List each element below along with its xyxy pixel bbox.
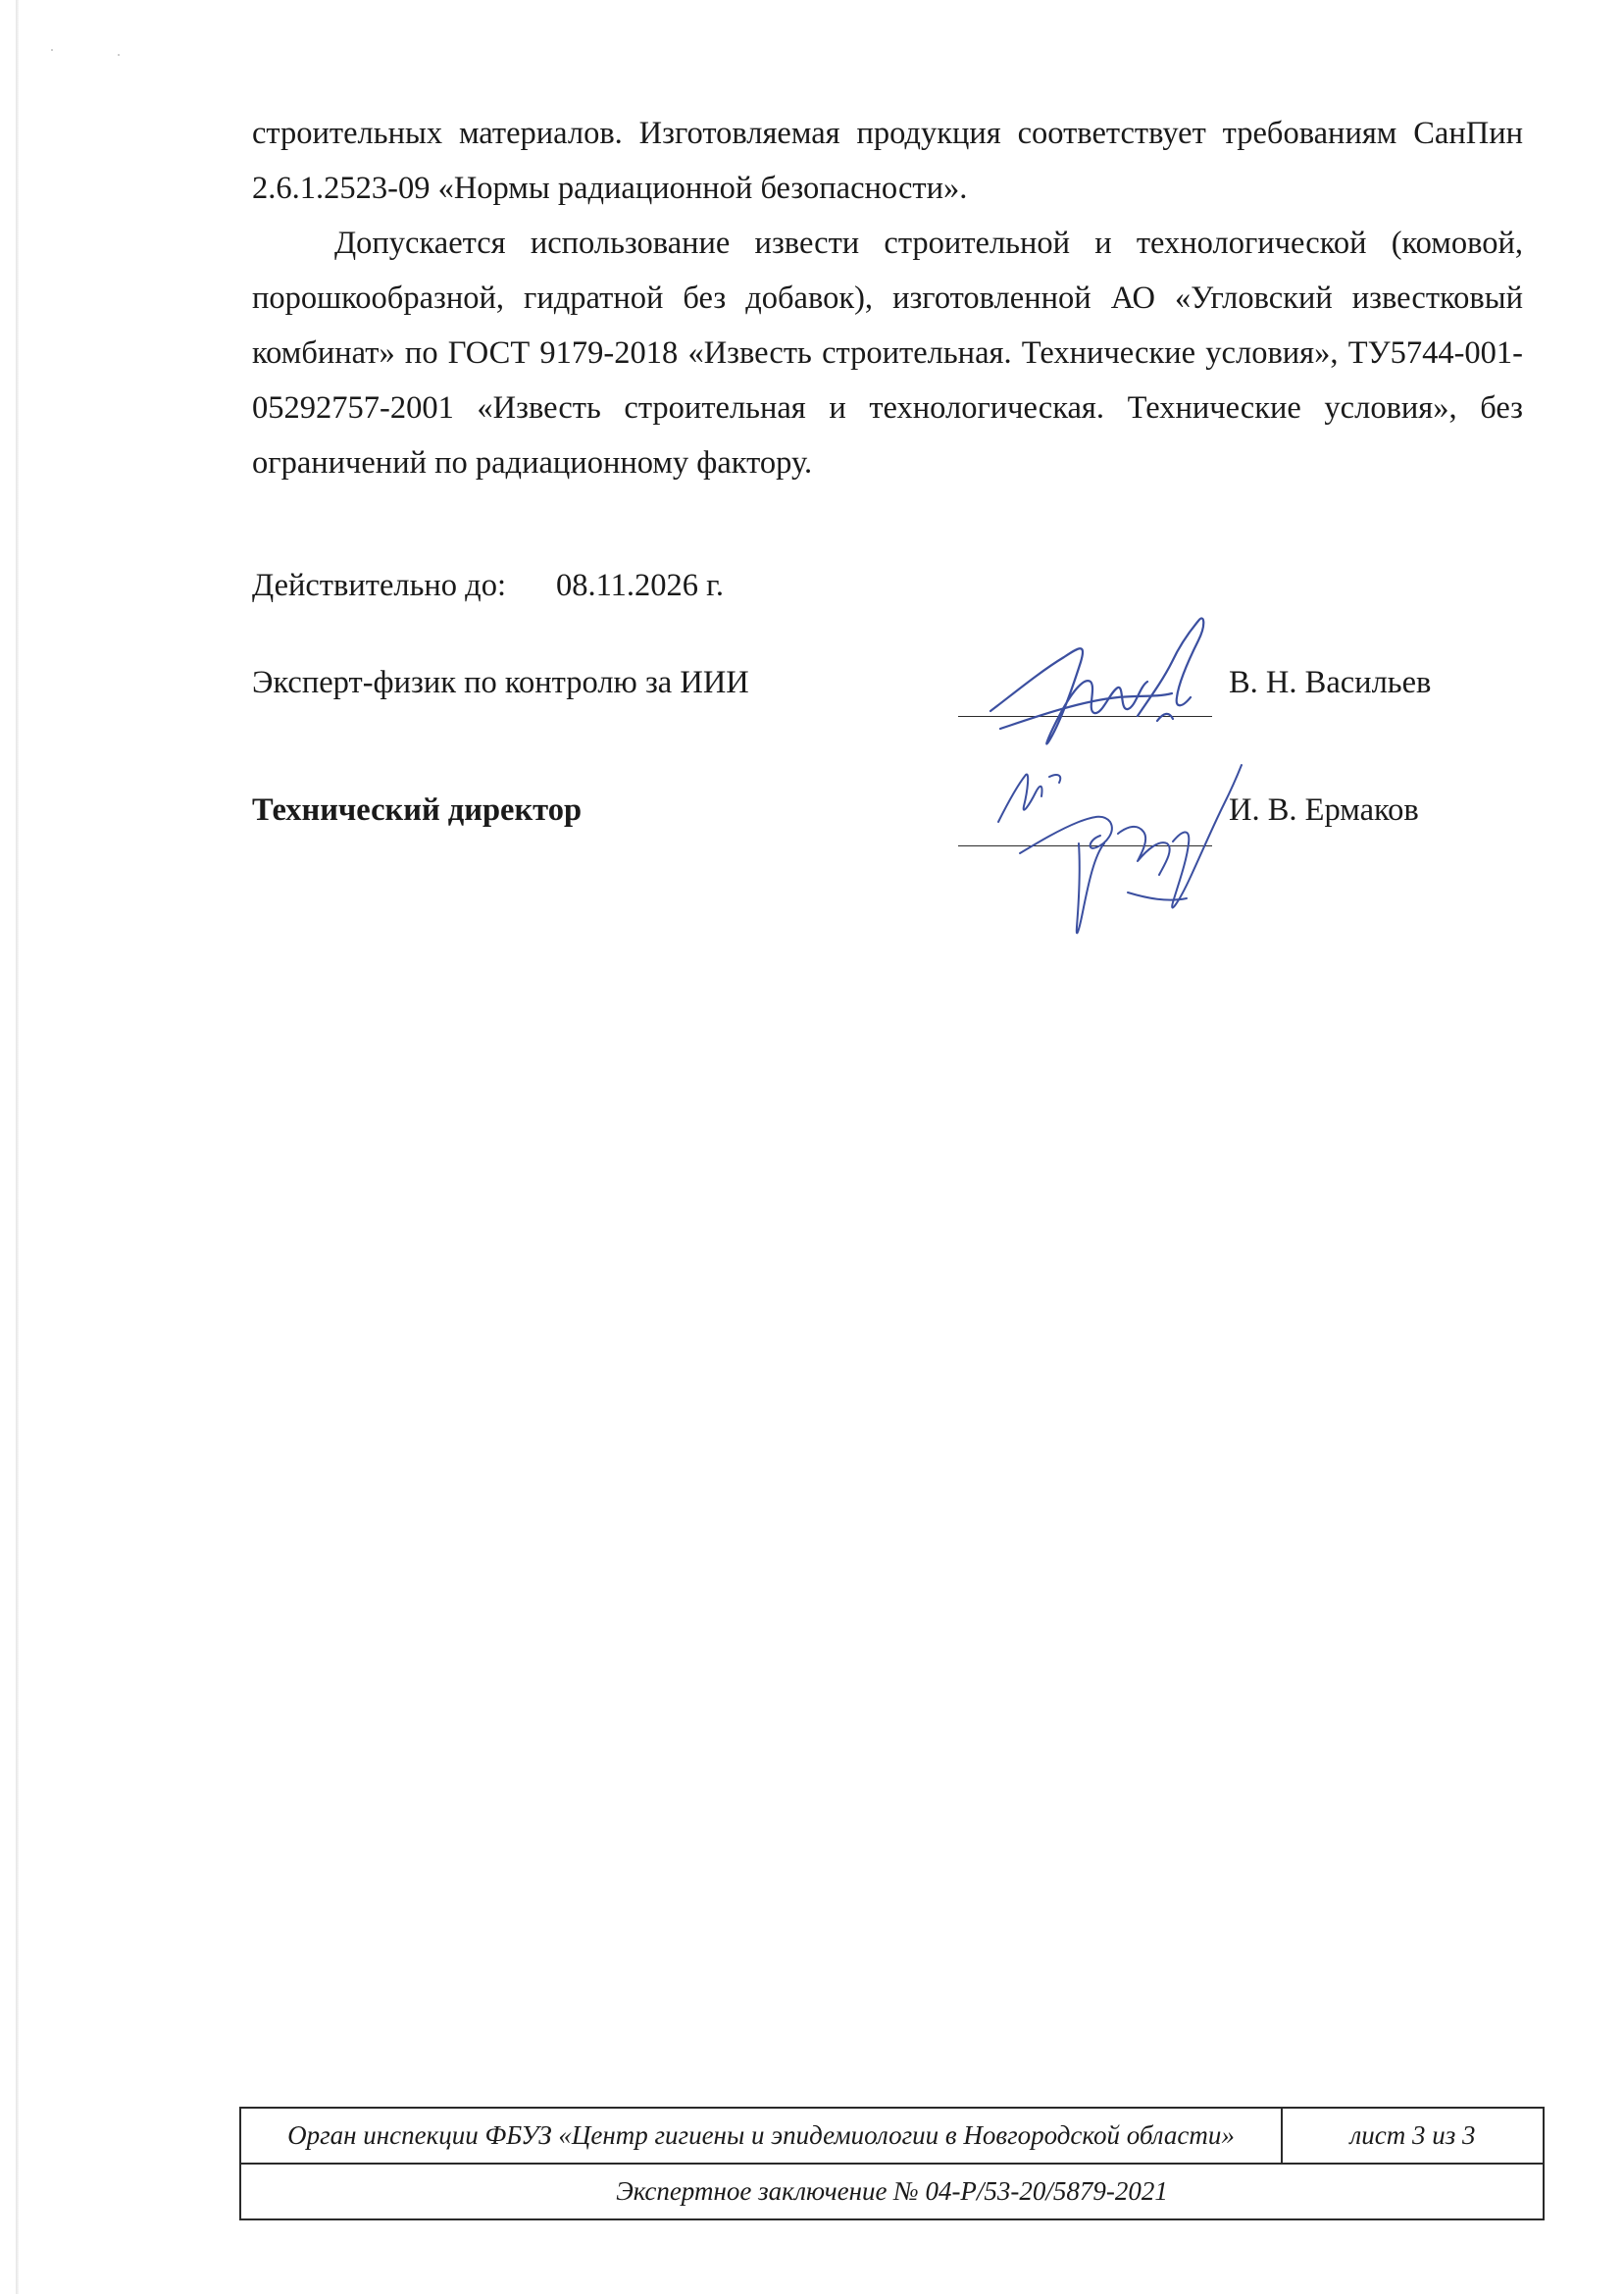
expert-title: Эксперт-физик по контролю за ИИИ (252, 665, 749, 700)
validity-label: Действительно до: (252, 568, 507, 603)
expert-name: В. Н. Васильев (1229, 665, 1432, 700)
director-title: Технический директор (252, 792, 583, 828)
validity-date: 08.11.2026 г. (556, 568, 724, 603)
scan-speck (51, 49, 53, 51)
paragraph-permission: Допускается использование извести строительной и технологической (комовой, порошкообразной, гидратной без добавок), изготовленной АО «Угловский известковый комбинат» по ГОСТ 9179-2018 «Известь строительная. Технические условия», ТУ5744-001-05292757-2001 «Известь строительная и технологическая. Технические условия», без ограничений по радиационному фактору. (252, 226, 1523, 481)
paragraph-continuation: строительных материалов. Изготовляемая продукция соответствует требованиям СанПин 2.6.1.2523-09 «Нормы радиационной безопасности». (252, 116, 1523, 206)
body-text (252, 106, 1523, 490)
footer-organization: Орган инспекции ФБУЗ «Центр гигиены и эпидемиологии в Новгородской области» (240, 2108, 1282, 2164)
scan-speck (118, 54, 120, 56)
scan-edge (16, 0, 19, 2294)
footer-sheet-number: лист 3 из 3 (1282, 2108, 1544, 2164)
signature-director (981, 745, 1265, 951)
footer-row-bottom (240, 2164, 1544, 2219)
footer-row-top (240, 2108, 1544, 2164)
footer-table (239, 2107, 1545, 2220)
footer-conclusion-number: Экспертное заключение № 04-Р/53-20/5879-2021 (240, 2164, 1544, 2219)
director-name: И. В. Ермаков (1229, 792, 1419, 828)
signature-expert (971, 603, 1265, 760)
